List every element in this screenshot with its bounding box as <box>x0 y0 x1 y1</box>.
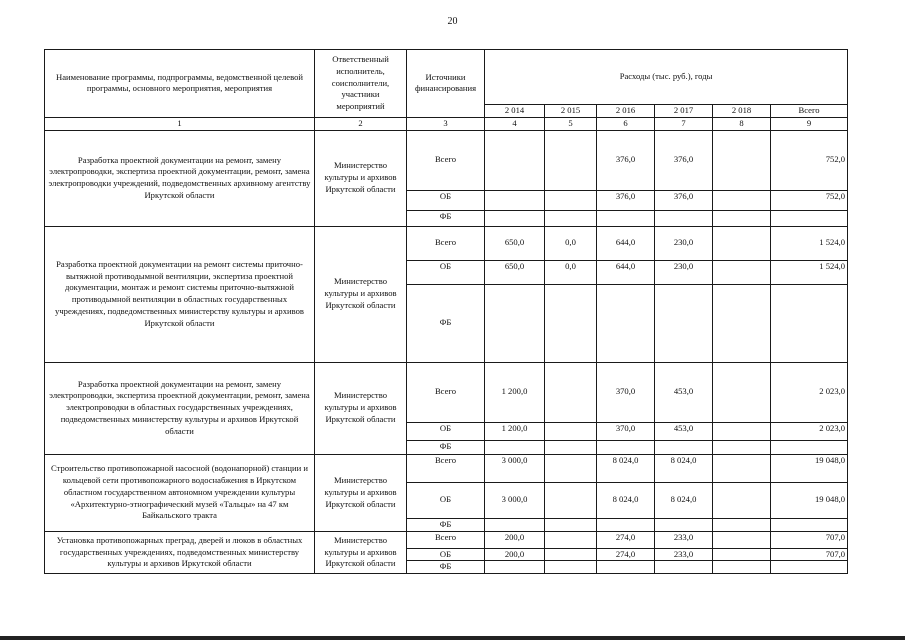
expense-cell <box>713 518 771 531</box>
funding-source: Всего <box>407 362 485 422</box>
expense-cell <box>713 548 771 561</box>
expense-cell: 376,0 <box>597 130 655 190</box>
total-cell: 1 524,0 <box>771 226 848 260</box>
column-number: 6 <box>597 117 655 130</box>
expense-cell: 200,0 <box>485 548 545 561</box>
expense-cell: 650,0 <box>485 226 545 260</box>
funding-source: ФБ <box>407 284 485 362</box>
expense-cell <box>655 561 713 574</box>
activity-name: Установка противопожарных преград, дверей и люков в областных государственных учреждениях, подведомственных министерству культуры и архивов Иркутской области <box>45 531 315 574</box>
total-cell <box>771 561 848 574</box>
header-year: 2 014 <box>485 105 545 118</box>
total-cell: 752,0 <box>771 190 848 210</box>
expense-cell <box>713 422 771 440</box>
column-number: 5 <box>545 117 597 130</box>
total-cell <box>771 284 848 362</box>
header-name: Наименование программы, подпрограммы, ведомственной целевой программы, основного мероприятия, мероприятия <box>45 50 315 118</box>
column-number: 8 <box>713 117 771 130</box>
table-row <box>45 226 848 260</box>
header-expenses: Расходы (тыс. руб.), годы <box>485 50 848 105</box>
expense-cell <box>545 422 597 440</box>
funding-source: ФБ <box>407 210 485 226</box>
expense-cell <box>713 226 771 260</box>
expense-cell: 230,0 <box>655 226 713 260</box>
total-cell <box>771 440 848 454</box>
total-cell: 2 023,0 <box>771 422 848 440</box>
expense-cell: 3 000,0 <box>485 482 545 518</box>
expense-cell: 0,0 <box>545 226 597 260</box>
expense-cell <box>545 130 597 190</box>
expense-cell <box>713 362 771 422</box>
budget-table <box>44 49 848 574</box>
header-year: 2 018 <box>713 105 771 118</box>
total-cell <box>771 210 848 226</box>
expense-cell: 376,0 <box>655 130 713 190</box>
funding-source: Всего <box>407 130 485 190</box>
expense-cell <box>713 454 771 482</box>
funding-source: ФБ <box>407 561 485 574</box>
funding-source: ОБ <box>407 548 485 561</box>
activity-name: Строительство противопожарной насосной (водонапорной) станции и кольцевой сети противопожарного водоснабжения в Иркутском областном государственном автономном учреждении культуры «Архитектурно-этнографический музей «Тальцы» на 47 км Байкальского тракта <box>45 454 315 531</box>
expense-cell <box>545 561 597 574</box>
scan-edge <box>0 636 905 640</box>
column-number: 7 <box>655 117 713 130</box>
activity-name: Разработка проектной документации на ремонт, замену электропроводки, экспертиза проектной документации, ремонт, замена электропроводки учреждений, подведомственных архивному агентству Иркутской области <box>45 130 315 226</box>
table-row <box>45 362 848 422</box>
expense-cell: 644,0 <box>597 260 655 284</box>
expense-cell <box>485 561 545 574</box>
expense-cell <box>713 531 771 548</box>
expense-cell <box>545 440 597 454</box>
header-total: Всего <box>771 105 848 118</box>
funding-source: Всего <box>407 531 485 548</box>
expense-cell <box>545 531 597 548</box>
table-row <box>45 531 848 548</box>
table-body <box>45 130 848 574</box>
expense-cell <box>485 130 545 190</box>
expense-cell: 8 024,0 <box>655 454 713 482</box>
expense-cell: 274,0 <box>597 531 655 548</box>
total-cell: 707,0 <box>771 531 848 548</box>
total-cell: 1 524,0 <box>771 260 848 284</box>
funding-source: ОБ <box>407 190 485 210</box>
total-cell <box>771 518 848 531</box>
expense-cell <box>597 284 655 362</box>
expense-cell <box>713 482 771 518</box>
executor: Министерство культуры и архивов Иркутской области <box>315 226 407 362</box>
expense-cell <box>713 210 771 226</box>
funding-source: ОБ <box>407 260 485 284</box>
header-year: 2 016 <box>597 105 655 118</box>
expense-cell: 453,0 <box>655 362 713 422</box>
funding-source: ФБ <box>407 440 485 454</box>
funding-source: ФБ <box>407 518 485 531</box>
expense-cell: 3 000,0 <box>485 454 545 482</box>
funding-source: ОБ <box>407 482 485 518</box>
expense-cell <box>713 260 771 284</box>
expense-cell: 370,0 <box>597 362 655 422</box>
header-source: Источники финансирования <box>407 50 485 118</box>
expense-cell <box>545 210 597 226</box>
expense-cell: 233,0 <box>655 548 713 561</box>
page-number: 20 <box>447 16 458 27</box>
activity-name: Разработка проектной документации на ремонт системы приточно-вытяжной противодымной вентиляции, экспертиза проектной документации, монтаж и ремонт системы приточно-вытяжной противодымной вентиляции в областных государственных учреждениях, подведомственных министерству культуры и архивов Иркутской области <box>45 226 315 362</box>
expense-cell <box>545 362 597 422</box>
expense-cell <box>713 561 771 574</box>
total-cell: 2 023,0 <box>771 362 848 422</box>
column-number: 9 <box>771 117 848 130</box>
header-year: 2 017 <box>655 105 713 118</box>
expense-cell: 200,0 <box>485 531 545 548</box>
expense-cell: 8 024,0 <box>597 482 655 518</box>
expense-cell <box>655 284 713 362</box>
expense-cell <box>485 518 545 531</box>
expense-cell <box>655 210 713 226</box>
executor: Министерство культуры и архивов Иркутской области <box>315 130 407 226</box>
executor: Министерство культуры и архивов Иркутской области <box>315 531 407 574</box>
expense-cell <box>545 284 597 362</box>
column-number: 2 <box>315 117 407 130</box>
expense-cell <box>597 210 655 226</box>
expense-cell: 376,0 <box>655 190 713 210</box>
expense-cell <box>713 440 771 454</box>
header-year: 2 015 <box>545 105 597 118</box>
header-executor: Ответственный исполнитель, соисполнители, участники мероприятий <box>315 50 407 118</box>
expense-cell <box>485 190 545 210</box>
expense-cell: 644,0 <box>597 226 655 260</box>
expense-cell <box>545 548 597 561</box>
expense-cell: 376,0 <box>597 190 655 210</box>
expense-cell <box>545 518 597 531</box>
expense-cell <box>545 454 597 482</box>
column-number: 1 <box>45 117 315 130</box>
expense-cell: 0,0 <box>545 260 597 284</box>
expense-cell <box>597 518 655 531</box>
table-row <box>45 454 848 482</box>
expense-cell <box>713 190 771 210</box>
expense-cell: 8 024,0 <box>655 482 713 518</box>
executor: Министерство культуры и архивов Иркутской области <box>315 454 407 531</box>
expense-cell: 233,0 <box>655 531 713 548</box>
executor: Министерство культуры и архивов Иркутской области <box>315 362 407 454</box>
expense-cell: 274,0 <box>597 548 655 561</box>
activity-name: Разработка проектной документации на ремонт, замену электропроводки, экспертиза проектной документации, ремонт, замена электропроводки в областных государственных учреждениях, подведомственных министерству культуры и архивов Иркутской области <box>45 362 315 454</box>
expense-cell <box>655 518 713 531</box>
column-number: 4 <box>485 117 545 130</box>
expense-cell: 1 200,0 <box>485 422 545 440</box>
total-cell: 752,0 <box>771 130 848 190</box>
expense-cell <box>597 561 655 574</box>
expense-cell <box>485 440 545 454</box>
expense-cell: 8 024,0 <box>597 454 655 482</box>
table-row <box>45 130 848 190</box>
total-cell: 707,0 <box>771 548 848 561</box>
expense-cell <box>545 482 597 518</box>
expense-cell <box>545 190 597 210</box>
funding-source: ОБ <box>407 422 485 440</box>
expense-cell <box>485 284 545 362</box>
expense-cell: 650,0 <box>485 260 545 284</box>
total-cell: 19 048,0 <box>771 482 848 518</box>
expense-cell: 453,0 <box>655 422 713 440</box>
column-number: 3 <box>407 117 485 130</box>
funding-source: Всего <box>407 454 485 482</box>
expense-cell <box>713 284 771 362</box>
expense-cell <box>713 130 771 190</box>
expense-cell <box>485 210 545 226</box>
expense-cell <box>597 440 655 454</box>
expense-cell: 230,0 <box>655 260 713 284</box>
expense-cell: 1 200,0 <box>485 362 545 422</box>
expense-cell <box>655 440 713 454</box>
total-cell: 19 048,0 <box>771 454 848 482</box>
funding-source: Всего <box>407 226 485 260</box>
expense-cell: 370,0 <box>597 422 655 440</box>
